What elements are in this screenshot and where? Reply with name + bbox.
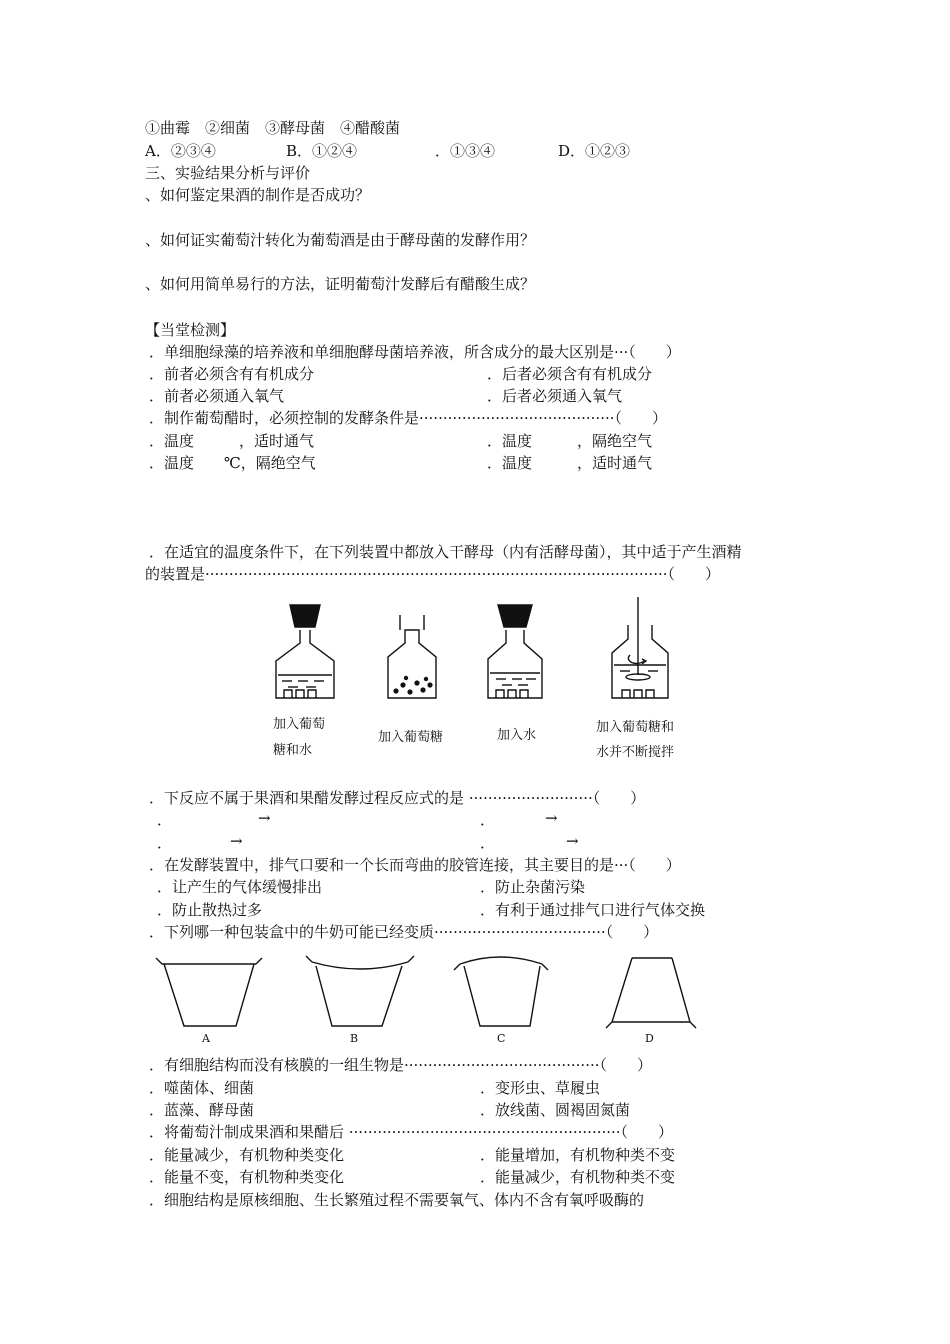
option-b: B．①②④: [286, 142, 358, 160]
test-heading: 【当堂检测】: [145, 321, 236, 339]
carton-c: [454, 957, 548, 1026]
flask1-label-line1: 加入葡萄: [273, 717, 326, 732]
q4-option-d: ．: [480, 834, 496, 852]
q7-option-a: ．噬菌体、细菌: [149, 1079, 255, 1097]
q7-stem: ．有细胞结构而没有核膜的一组生物是·········································（ ）: [149, 1056, 652, 1074]
q1-option-a: ．前者必须含有有机成分: [149, 365, 315, 383]
q9-stem: ．细胞结构是原核细胞、生长繁殖过程不需要氧气、体内不含有氧呼吸酶的: [149, 1191, 645, 1209]
q8-stem: ．将葡萄汁制成果酒和果醋后 ·························································（ ）: [149, 1123, 674, 1141]
q3-stem-line1: ．在适宜的温度条件下，在下列装置中都放入干酵母（内有活酵母菌），其中适于产生酒精: [149, 543, 742, 561]
option-d: D．①②③: [558, 142, 631, 160]
section-heading: 三、实验结果分析与评价: [145, 164, 311, 182]
flask-2: [388, 615, 436, 698]
q4-option-a: ．: [157, 811, 173, 829]
q2-option-d: ．温度 ，适时通气: [487, 454, 653, 472]
q2-stem: ．制作葡萄醋时，必须控制的发酵条件是·········································（ ）: [149, 409, 667, 427]
organism-list: ①曲霉 ②细菌 ③酵母菌 ④醋酸菌: [145, 119, 401, 137]
q4-arrow-d: →: [566, 832, 579, 850]
q6-stem: ．下列哪一种包装盒中的牛奶可能已经变质····································（ ）: [149, 923, 659, 941]
q4-stem: ．下反应不属于果酒和果醋发酵过程反应式的是 ··························（ ）: [149, 789, 646, 807]
q4-arrow-c: →: [230, 832, 243, 850]
carton-label-a: A: [202, 1032, 210, 1045]
flask-3: [488, 605, 542, 698]
option-a: A．②③④: [145, 142, 216, 160]
q2-option-b: ．温度 ，隔绝空气: [487, 432, 653, 450]
carton-label-d: D: [645, 1032, 654, 1045]
q5-option-a: ．让产生的气体缓慢排出: [157, 878, 323, 896]
question-3: 、如何用简单易行的方法，证明葡萄汁发酵后有醋酸生成？: [145, 275, 536, 293]
q8-option-c: ．能量不变，有机物种类变化: [149, 1168, 345, 1186]
question-1: 、如何鉴定果酒的制作是否成功？: [145, 186, 371, 204]
question-2: 、如何证实葡萄汁转化为葡萄酒是由于酵母菌的发酵作用？: [145, 231, 536, 249]
q4-option-c: ．: [157, 834, 173, 852]
q7-option-d: ．放线菌、圆褐固氮菌: [480, 1101, 631, 1119]
q5-option-c: ．防止散热过多: [157, 901, 263, 919]
q7-option-c: ．蓝藻、酵母菌: [149, 1101, 255, 1119]
q5-option-b: ．防止杂菌污染: [480, 878, 586, 896]
q8-option-a: ．能量减少，有机物种类变化: [149, 1146, 345, 1164]
flask-1: [276, 605, 334, 698]
flask-4: [612, 597, 668, 698]
q1-option-c: ．前者必须通入氧气: [149, 387, 285, 405]
flask4-label-line1: 加入葡萄糖和: [596, 720, 675, 735]
q7-option-b: ．变形虫、草履虫: [480, 1079, 601, 1097]
q8-option-b: ．能量增加，有机物种类不变: [480, 1146, 676, 1164]
option-c: ．①③④: [435, 142, 496, 160]
q2-option-c: ．温度 ℃，隔绝空气: [149, 454, 316, 472]
flask3-label: 加入水: [497, 728, 537, 743]
q4-arrow-b: →: [545, 809, 558, 827]
carton-d: [606, 958, 696, 1028]
flask1-label-line2: 糖和水: [273, 743, 313, 758]
q5-stem: ．在发酵装置中，排气口要和一个长而弯曲的胶管连接，其主要目的是···（ ）: [149, 856, 681, 874]
q4-option-b: ．: [480, 811, 496, 829]
milk-carton-figure: [150, 950, 710, 1030]
q3-stem-line2: 的装置是·································································································（ ）: [145, 565, 721, 583]
carton-a: [156, 958, 262, 1026]
carton-label-b: B: [350, 1032, 359, 1045]
q1-option-b: ．后者必须含有有机成分: [487, 365, 653, 383]
carton-label-c: C: [497, 1032, 506, 1045]
q2-option-a: ．温度 ，适时通气: [149, 432, 315, 450]
q1-option-d: ．后者必须通入氧气: [487, 387, 623, 405]
flask-apparatus-figure: [260, 595, 700, 705]
flask2-label: 加入葡萄糖: [378, 730, 444, 745]
q1-stem: ．单细胞绿藻的培养液和单细胞酵母菌培养液，所含成分的最大区别是···（ ）: [149, 343, 681, 361]
q4-arrow-a: →: [258, 809, 271, 827]
q8-option-d: ．能量减少，有机物种类不变: [480, 1168, 676, 1186]
q5-option-d: ．有利于通过排气口进行气体交换: [480, 901, 706, 919]
flask4-label-line2: 水并不断搅拌: [596, 745, 675, 760]
carton-b: [306, 956, 414, 1026]
